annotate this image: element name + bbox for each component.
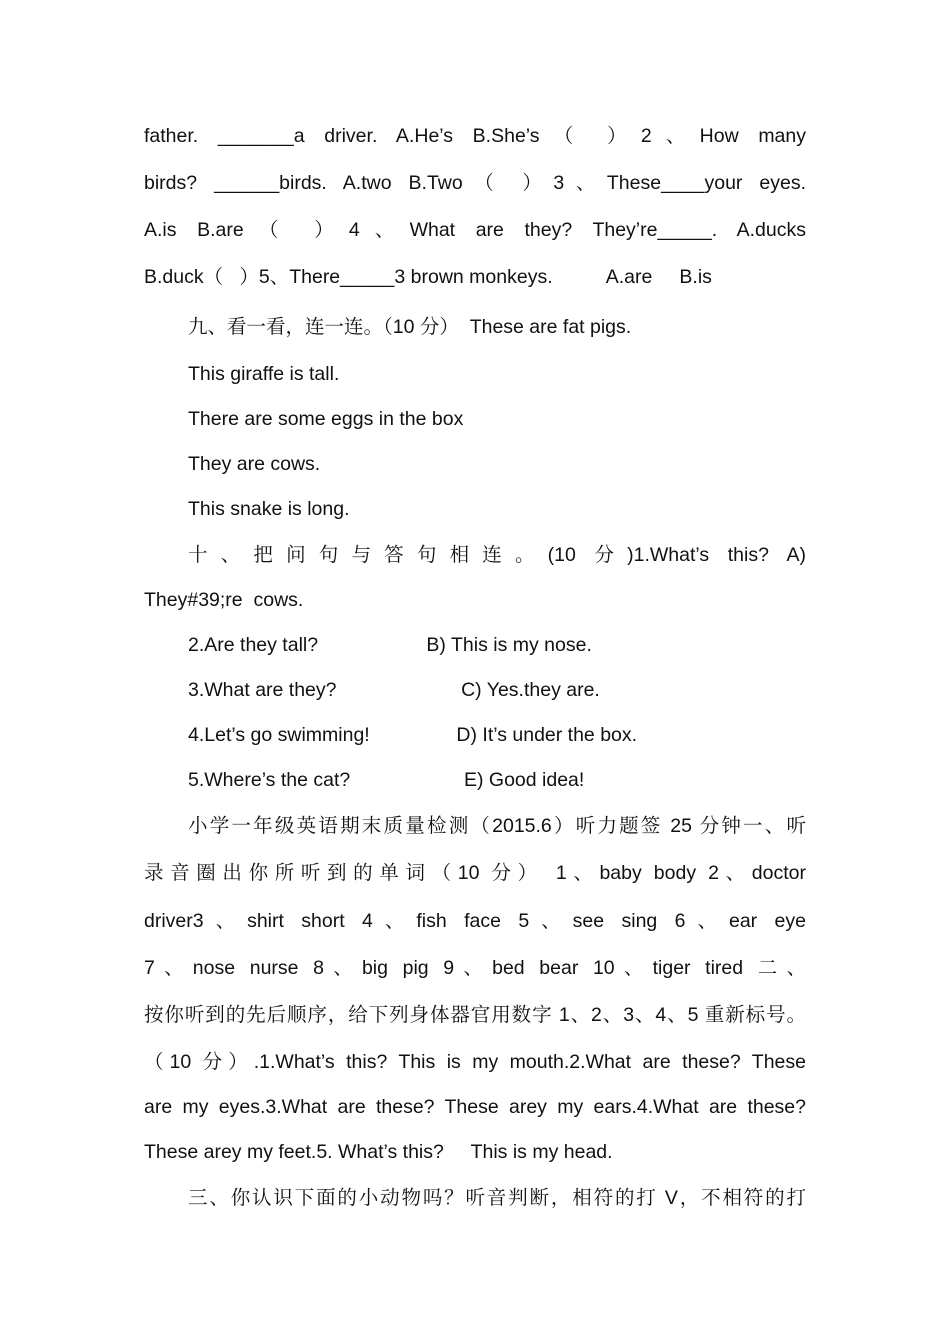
- section-heading: 三、你认识下面的小动物吗？听音判断，相符的打 V，不相符的打: [188, 1187, 806, 1209]
- text-line: 2.Are they tall? B) This is my nose.: [188, 634, 592, 656]
- text-line: （10 分）.1.What’s this? This is my mouth.2.What are these? These: [144, 1051, 806, 1073]
- text-line: They#39;re cows.: [144, 589, 304, 611]
- text-line: A.is B.are（ ）4、What are they? They’re_____. A.ducks: [144, 219, 806, 241]
- text-line: There are some eggs in the box: [188, 408, 464, 430]
- text-line: 5.Where’s the cat? E) Good idea!: [188, 769, 585, 791]
- text-line: 录音圈出你所听到的单词（10 分） 1、baby body 2、doctor: [144, 862, 806, 884]
- text-line: driver3、shirt short 4、fish face 5、see sing 6、ear eye: [144, 910, 806, 932]
- text-line: This snake is long.: [188, 498, 350, 520]
- text-line: birds? ______birds. A.two B.Two（ ）3、These____your eyes.: [144, 172, 806, 194]
- text-line: are my eyes.3.What are these? These arey my ears.4.What are these?: [144, 1096, 806, 1118]
- text-line: They are cows.: [188, 453, 321, 475]
- text-line: 4.Let’s go swimming! D) It’s under the box.: [188, 724, 638, 746]
- text-line: 7、nose nurse 8、big pig 9、bed bear 10、tiger tired 二、: [144, 957, 806, 979]
- text-line: B.duck（ ）5、There_____3 brown monkeys. A.are B.is: [144, 266, 712, 288]
- text-line: father. _______a driver. A.He’s B.She’s（ ）2、How many: [144, 125, 806, 147]
- section-heading: 十、把问句与答句相连。(10 分)1.What’s this? A): [188, 544, 806, 566]
- section-heading: 小学一年级英语期末质量检测（2015.6）听力题签 25 分钟一、听: [188, 815, 806, 837]
- text-line: These arey my feet.5. What’s this? This is my head.: [144, 1141, 613, 1163]
- text-line: This giraffe is tall.: [188, 363, 340, 385]
- text-line: 按你听到的先后顺序，给下列身体器官用数字 1、2、3、4、5 重新标号。: [144, 1004, 806, 1026]
- section-heading: 九、看一看，连一连。（10 分） These are fat pigs.: [188, 316, 632, 338]
- text-line: 3.What are they? C) Yes.they are.: [188, 679, 600, 701]
